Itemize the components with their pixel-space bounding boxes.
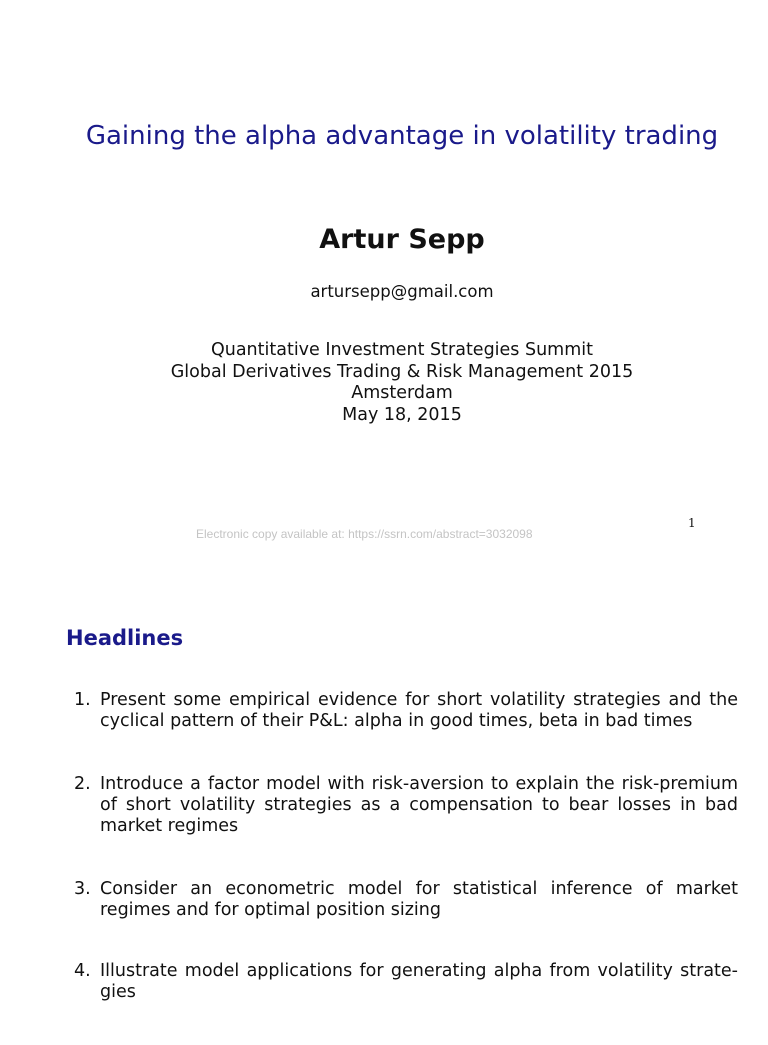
list-item bbox=[74, 879, 738, 921]
slide-title: Gaining the alpha advantage in volatility trading bbox=[85, 121, 719, 151]
section-heading: Headlines bbox=[66, 626, 184, 650]
list-item bbox=[74, 690, 738, 732]
event-line-summit: Quantitative Investment Strategies Summit bbox=[210, 340, 594, 360]
list-item-number: 3. bbox=[74, 879, 91, 899]
list-item-number: 4. bbox=[74, 961, 91, 981]
author-email: artursepp@gmail.com bbox=[310, 282, 494, 301]
headlines-list bbox=[74, 690, 738, 1045]
event-line-conference: Global Derivatives Trading & Risk Management 2015 bbox=[170, 361, 634, 382]
ssrn-watermark: Electronic copy available at: https://ssrn.com/abstract=3032098 bbox=[196, 527, 533, 541]
list-item-text: Illustrate model applications for generating alpha from volatility strate-gies bbox=[100, 961, 738, 1002]
author-name: Artur Sepp bbox=[319, 224, 485, 255]
list-item bbox=[74, 774, 738, 837]
list-item-text: Consider an econometric model for statistical inference of market regimes and for optimal position sizing bbox=[100, 879, 738, 920]
list-item bbox=[74, 961, 738, 1003]
list-item-number: 1. bbox=[74, 690, 91, 710]
event-info bbox=[0, 340, 768, 426]
list-item-text: Introduce a factor model with risk-aversion to explain the risk-premium of short volatility strategies as a compensation to bear losses in bad market regimes bbox=[100, 774, 738, 836]
event-line-city: Amsterdam bbox=[351, 383, 453, 403]
list-item-text: Present some empirical evidence for short volatility strategies and the cyclical pattern of their P&L: alpha in good times, beta in bad times bbox=[100, 690, 738, 731]
event-line-date: May 18, 2015 bbox=[342, 404, 462, 425]
page-number: 1 bbox=[688, 516, 696, 530]
list-item-number: 2. bbox=[74, 774, 91, 794]
